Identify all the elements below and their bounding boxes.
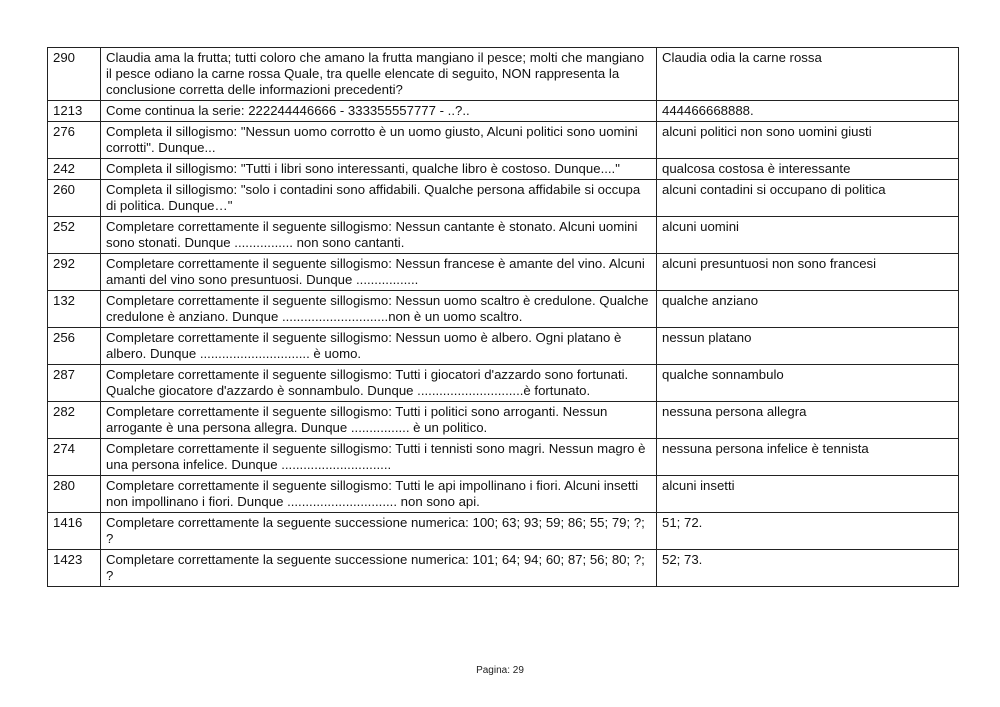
- answer-cell: alcuni insetti: [657, 476, 959, 513]
- question-cell: Completare correttamente il seguente sillogismo: Nessun uomo è albero. Ogni platano è albero. Dunque .............................. è uomo.: [101, 328, 657, 365]
- row-id-cell: 290: [48, 48, 101, 101]
- table-row: [48, 180, 959, 217]
- row-id-cell: 260: [48, 180, 101, 217]
- answer-cell: nessun platano: [657, 328, 959, 365]
- questions-table-body: [48, 48, 959, 587]
- row-id-cell: 1423: [48, 550, 101, 587]
- table-row: [48, 159, 959, 180]
- answer-cell: nessuna persona infelice è tennista: [657, 439, 959, 476]
- question-cell: Completa il sillogismo: "Tutti i libri sono interessanti, qualche libro è costoso. Dunque....": [101, 159, 657, 180]
- answer-cell: qualche anziano: [657, 291, 959, 328]
- question-cell: Completare correttamente il seguente sillogismo: Nessun francese è amante del vino. Alcuni amanti del vino sono presuntuosi. Dunque .................: [101, 254, 657, 291]
- answer-cell: alcuni contadini si occupano di politica: [657, 180, 959, 217]
- row-id-cell: 256: [48, 328, 101, 365]
- table-row: [48, 291, 959, 328]
- table-row: [48, 550, 959, 587]
- question-cell: Claudia ama la frutta; tutti coloro che amano la frutta mangiano il pesce; molti che mangiano il pesce odiano la carne rossa Quale, tra quelle elencate di seguito, NON rappresenta la conclusione corretta delle informazioni precedenti?: [101, 48, 657, 101]
- question-cell: Completare correttamente il seguente sillogismo: Tutti i tennisti sono magri. Nessun magro è una persona infelice. Dunque ..............................: [101, 439, 657, 476]
- row-id-cell: 292: [48, 254, 101, 291]
- question-cell: Completare correttamente la seguente successione numerica: 100; 63; 93; 59; 86; 55; 79; ?; ?: [101, 513, 657, 550]
- questions-table: [47, 47, 959, 587]
- answer-cell: 52; 73.: [657, 550, 959, 587]
- answer-cell: nessuna persona allegra: [657, 402, 959, 439]
- answer-cell: alcuni politici non sono uomini giusti: [657, 122, 959, 159]
- table-row: [48, 402, 959, 439]
- table-row: [48, 476, 959, 513]
- answer-cell: alcuni uomini: [657, 217, 959, 254]
- table-row: [48, 122, 959, 159]
- question-cell: Completare correttamente il seguente sillogismo: Nessun uomo scaltro è credulone. Qualche credulone è anziano. Dunque .............................non è un uomo scaltro.: [101, 291, 657, 328]
- table-row: [48, 365, 959, 402]
- row-id-cell: 287: [48, 365, 101, 402]
- row-id-cell: 252: [48, 217, 101, 254]
- answer-cell: 444466668888.: [657, 101, 959, 122]
- table-row: [48, 328, 959, 365]
- table-row: [48, 513, 959, 550]
- answer-cell: qualche sonnambulo: [657, 365, 959, 402]
- row-id-cell: 274: [48, 439, 101, 476]
- answer-cell: alcuni presuntuosi non sono francesi: [657, 254, 959, 291]
- answer-cell: qualcosa costosa è interessante: [657, 159, 959, 180]
- question-cell: Completa il sillogismo: "solo i contadini sono affidabili. Qualche persona affidabile si occupa di politica. Dunque…": [101, 180, 657, 217]
- question-cell: Completa il sillogismo: "Nessun uomo corrotto è un uomo giusto, Alcuni politici sono uomini corrotti". Dunque...: [101, 122, 657, 159]
- table-row: [48, 254, 959, 291]
- row-id-cell: 132: [48, 291, 101, 328]
- row-id-cell: 242: [48, 159, 101, 180]
- table-row: [48, 48, 959, 101]
- table-row: [48, 439, 959, 476]
- row-id-cell: 1416: [48, 513, 101, 550]
- table-row: [48, 217, 959, 254]
- answer-cell: Claudia odia la carne rossa: [657, 48, 959, 101]
- question-cell: Completare correttamente il seguente sillogismo: Tutti i giocatori d'azzardo sono fortunati. Qualche giocatore d'azzardo è sonnambulo. Dunque .............................è fortunato.: [101, 365, 657, 402]
- row-id-cell: 276: [48, 122, 101, 159]
- row-id-cell: 1213: [48, 101, 101, 122]
- page-number: Pagina: 29: [476, 665, 524, 676]
- answer-cell: 51; 72.: [657, 513, 959, 550]
- question-cell: Completare correttamente la seguente successione numerica: 101; 64; 94; 60; 87; 56; 80; ?; ?: [101, 550, 657, 587]
- question-cell: Completare correttamente il seguente sillogismo: Tutti le api impollinano i fiori. Alcuni insetti non impollinano i fiori. Dunque .............................. non sono api.: [101, 476, 657, 513]
- table-row: [48, 101, 959, 122]
- question-cell: Come continua la serie: 222244446666 - 333355557777 - ..?..: [101, 101, 657, 122]
- row-id-cell: 280: [48, 476, 101, 513]
- question-cell: Completare correttamente il seguente sillogismo: Nessun cantante è stonato. Alcuni uomini sono stonati. Dunque ................ non sono cantanti.: [101, 217, 657, 254]
- row-id-cell: 282: [48, 402, 101, 439]
- question-cell: Completare correttamente il seguente sillogismo: Tutti i politici sono arroganti. Nessun arrogante è una persona allegra. Dunque ................ è un politico.: [101, 402, 657, 439]
